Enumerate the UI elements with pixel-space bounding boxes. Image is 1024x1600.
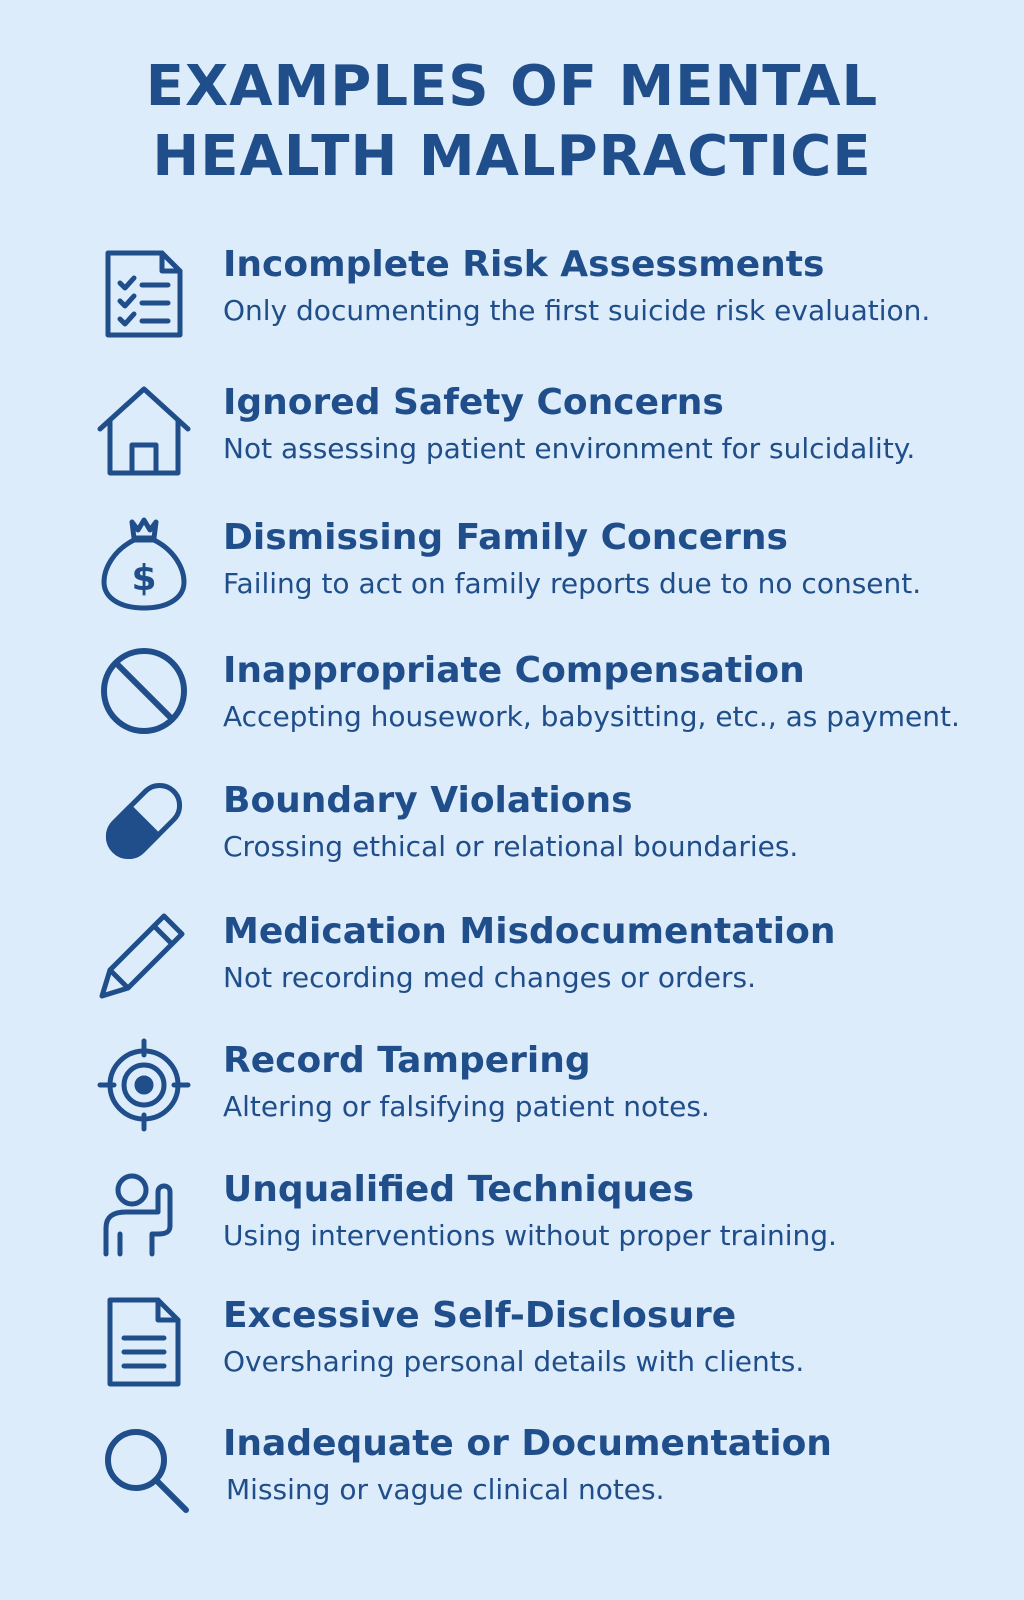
title-line-1: EXAMPLES OF MENTAL bbox=[145, 54, 879, 119]
item-description: Only documenting the first suicide risk evaluation. bbox=[223, 294, 931, 327]
page-title bbox=[0, 52, 1024, 192]
list-item bbox=[0, 649, 1024, 769]
document-icon bbox=[96, 1294, 192, 1390]
list-item bbox=[0, 516, 1024, 636]
item-title: Medication Misdocumentation bbox=[223, 911, 836, 952]
list-item bbox=[0, 1294, 1024, 1414]
pencil-icon bbox=[96, 906, 192, 1002]
item-title: Inadequate or Documentation bbox=[223, 1423, 832, 1464]
item-title: Dismissing Family Concerns bbox=[223, 517, 788, 558]
item-description: Accepting housework, babysitting, etc., as payment. bbox=[223, 700, 960, 733]
list-item bbox=[0, 1168, 1024, 1288]
item-title: Ignored Safety Concerns bbox=[223, 382, 724, 423]
item-title: Boundary Violations bbox=[223, 780, 633, 821]
item-description: Not recording med changes or orders. bbox=[223, 961, 756, 994]
list-item bbox=[0, 381, 1024, 501]
person-raising-hand-icon bbox=[96, 1168, 192, 1264]
target-icon bbox=[96, 1037, 192, 1133]
pill-icon bbox=[96, 773, 192, 869]
item-title: Unqualified Techniques bbox=[223, 1169, 695, 1210]
item-description: Crossing ethical or relational boundaries. bbox=[223, 830, 799, 863]
house-icon bbox=[96, 383, 192, 479]
item-description: Missing or vague clinical notes. bbox=[226, 1473, 665, 1506]
item-title: Record Tampering bbox=[223, 1040, 591, 1081]
item-description: Not assessing patient environment for sulcidality. bbox=[223, 432, 916, 465]
list-item bbox=[0, 910, 1024, 1030]
checklist-icon bbox=[96, 245, 192, 341]
money-bag-icon bbox=[96, 516, 192, 612]
item-description: Failing to act on family reports due to no consent. bbox=[223, 567, 922, 600]
item-title: Incomplete Risk Assessments bbox=[223, 244, 825, 285]
list-item bbox=[0, 1422, 1024, 1542]
item-title: Excessive Self-Disclosure bbox=[223, 1295, 737, 1336]
list-item bbox=[0, 243, 1024, 363]
prohibited-icon bbox=[96, 643, 192, 739]
title-line-2: HEALTH MALPRACTICE bbox=[152, 124, 872, 189]
item-title: Inappropriate Compensation bbox=[223, 650, 805, 691]
list-item bbox=[0, 1039, 1024, 1159]
magnifying-glass-icon bbox=[96, 1420, 192, 1516]
svg-text:$: $ bbox=[131, 558, 157, 599]
item-description: Altering or falsifying patient notes. bbox=[223, 1090, 710, 1123]
list-item bbox=[0, 779, 1024, 899]
item-description: Oversharing personal details with clients. bbox=[223, 1345, 805, 1378]
item-description: Using interventions without proper training. bbox=[223, 1219, 837, 1252]
